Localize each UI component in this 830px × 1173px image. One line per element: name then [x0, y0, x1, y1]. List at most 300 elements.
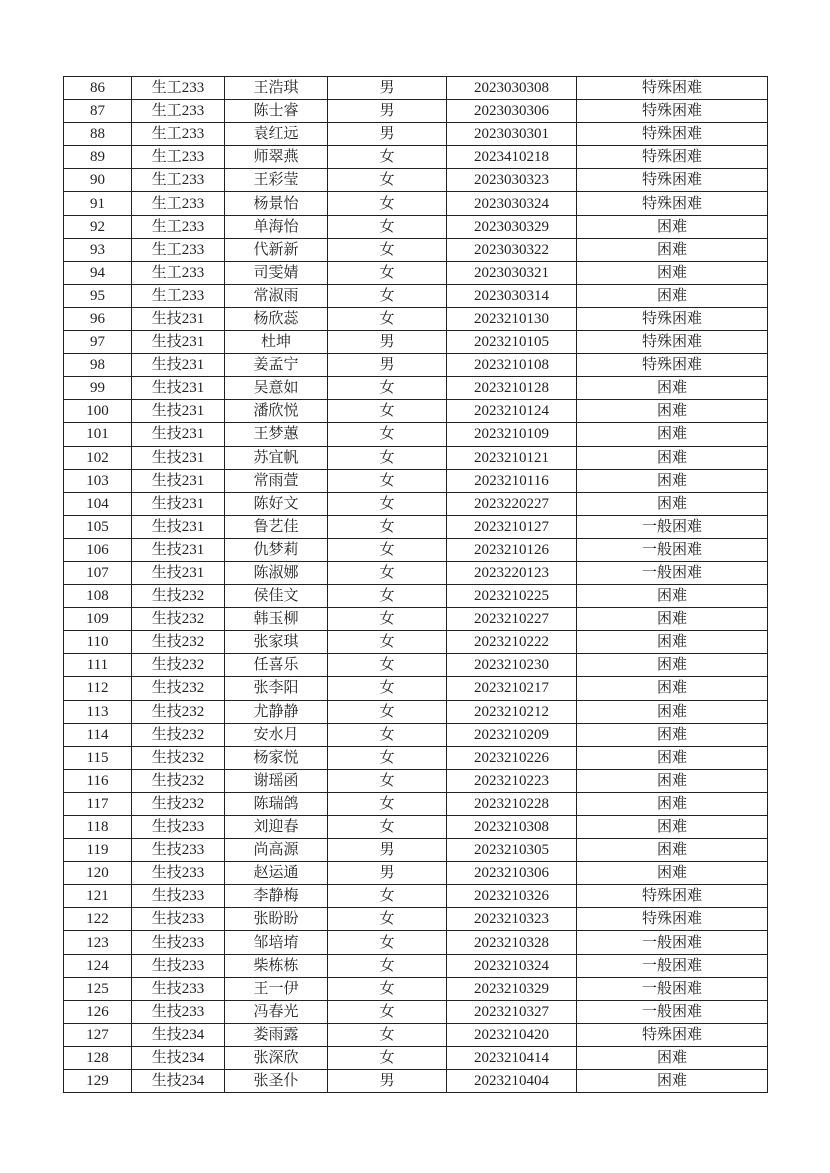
student-id-cell: 2023210124 [447, 400, 577, 423]
class-cell: 生技234 [132, 1046, 225, 1069]
table-body [64, 77, 768, 1093]
table-row [64, 192, 768, 215]
name-cell: 陈好文 [225, 492, 328, 515]
student-id-cell: 2023210326 [447, 885, 577, 908]
class-cell: 生技231 [132, 354, 225, 377]
student-id-cell: 2023210328 [447, 931, 577, 954]
difficulty-level-cell: 困难 [577, 423, 768, 446]
name-cell: 单海怡 [225, 215, 328, 238]
table-row [64, 515, 768, 538]
row-number-cell: 117 [64, 792, 132, 815]
difficulty-level-cell: 特殊困难 [577, 1023, 768, 1046]
table-row [64, 538, 768, 561]
table-row [64, 146, 768, 169]
table-row [64, 1046, 768, 1069]
gender-cell: 女 [328, 631, 447, 654]
student-id-cell: 2023210109 [447, 423, 577, 446]
class-cell: 生技233 [132, 839, 225, 862]
class-cell: 生工233 [132, 169, 225, 192]
row-number-cell: 89 [64, 146, 132, 169]
name-cell: 张家琪 [225, 631, 328, 654]
class-cell: 生工233 [132, 100, 225, 123]
difficulty-level-cell: 特殊困难 [577, 77, 768, 100]
row-number-cell: 110 [64, 631, 132, 654]
difficulty-level-cell: 困难 [577, 446, 768, 469]
class-cell: 生技232 [132, 769, 225, 792]
table-row [64, 446, 768, 469]
gender-cell: 男 [328, 77, 447, 100]
difficulty-level-cell: 特殊困难 [577, 100, 768, 123]
gender-cell: 女 [328, 469, 447, 492]
student-id-cell: 2023030322 [447, 238, 577, 261]
difficulty-level-cell: 特殊困难 [577, 885, 768, 908]
difficulty-level-cell: 特殊困难 [577, 908, 768, 931]
gender-cell: 男 [328, 1070, 447, 1093]
gender-cell: 女 [328, 723, 447, 746]
row-number-cell: 112 [64, 677, 132, 700]
difficulty-level-cell: 困难 [577, 608, 768, 631]
class-cell: 生技233 [132, 931, 225, 954]
class-cell: 生技231 [132, 307, 225, 330]
row-number-cell: 114 [64, 723, 132, 746]
student-id-cell: 2023210308 [447, 816, 577, 839]
row-number-cell: 102 [64, 446, 132, 469]
gender-cell: 女 [328, 954, 447, 977]
difficulty-level-cell: 困难 [577, 1046, 768, 1069]
difficulty-level-cell: 一般困难 [577, 515, 768, 538]
row-number-cell: 108 [64, 585, 132, 608]
table-row [64, 215, 768, 238]
student-id-cell: 2023030314 [447, 284, 577, 307]
table-row [64, 307, 768, 330]
row-number-cell: 127 [64, 1023, 132, 1046]
gender-cell: 女 [328, 908, 447, 931]
row-number-cell: 105 [64, 515, 132, 538]
table-row [64, 492, 768, 515]
gender-cell: 女 [328, 307, 447, 330]
class-cell: 生技233 [132, 977, 225, 1000]
student-id-cell: 2023210327 [447, 1000, 577, 1023]
row-number-cell: 88 [64, 123, 132, 146]
gender-cell: 女 [328, 654, 447, 677]
name-cell: 陈瑞鸽 [225, 792, 328, 815]
class-cell: 生工233 [132, 261, 225, 284]
student-id-cell: 2023030308 [447, 77, 577, 100]
row-number-cell: 121 [64, 885, 132, 908]
class-cell: 生工233 [132, 215, 225, 238]
name-cell: 姜孟宁 [225, 354, 328, 377]
difficulty-level-cell: 困难 [577, 261, 768, 284]
name-cell: 代新新 [225, 238, 328, 261]
row-number-cell: 119 [64, 839, 132, 862]
row-number-cell: 106 [64, 538, 132, 561]
name-cell: 柴栋栋 [225, 954, 328, 977]
table-row [64, 100, 768, 123]
gender-cell: 女 [328, 608, 447, 631]
difficulty-level-cell: 一般困难 [577, 931, 768, 954]
table-row [64, 377, 768, 400]
difficulty-level-cell: 困难 [577, 284, 768, 307]
gender-cell: 女 [328, 261, 447, 284]
gender-cell: 女 [328, 146, 447, 169]
class-cell: 生技232 [132, 608, 225, 631]
gender-cell: 女 [328, 677, 447, 700]
table-row [64, 792, 768, 815]
class-cell: 生技234 [132, 1070, 225, 1093]
table-row [64, 261, 768, 284]
name-cell: 王梦蕙 [225, 423, 328, 446]
class-cell: 生技231 [132, 377, 225, 400]
table-row [64, 839, 768, 862]
student-id-cell: 2023210225 [447, 585, 577, 608]
gender-cell: 男 [328, 862, 447, 885]
name-cell: 杨欣蕊 [225, 307, 328, 330]
difficulty-level-cell: 困难 [577, 723, 768, 746]
table-row [64, 284, 768, 307]
student-id-cell: 2023220227 [447, 492, 577, 515]
table-row [64, 700, 768, 723]
table-row [64, 77, 768, 100]
table-row [64, 469, 768, 492]
name-cell: 张盼盼 [225, 908, 328, 931]
student-id-cell: 2023210127 [447, 515, 577, 538]
difficulty-level-cell: 困难 [577, 816, 768, 839]
gender-cell: 女 [328, 400, 447, 423]
name-cell: 吴意如 [225, 377, 328, 400]
difficulty-level-cell: 困难 [577, 585, 768, 608]
gender-cell: 女 [328, 169, 447, 192]
row-number-cell: 129 [64, 1070, 132, 1093]
name-cell: 陈淑娜 [225, 561, 328, 584]
row-number-cell: 91 [64, 192, 132, 215]
class-cell: 生工233 [132, 123, 225, 146]
row-number-cell: 99 [64, 377, 132, 400]
class-cell: 生技233 [132, 862, 225, 885]
difficulty-level-cell: 困难 [577, 769, 768, 792]
difficulty-level-cell: 困难 [577, 700, 768, 723]
class-cell: 生技233 [132, 908, 225, 931]
gender-cell: 女 [328, 538, 447, 561]
class-cell: 生技233 [132, 816, 225, 839]
row-number-cell: 100 [64, 400, 132, 423]
difficulty-level-cell: 困难 [577, 215, 768, 238]
name-cell: 谢瑶函 [225, 769, 328, 792]
student-id-cell: 2023030324 [447, 192, 577, 215]
row-number-cell: 124 [64, 954, 132, 977]
difficulty-level-cell: 一般困难 [577, 954, 768, 977]
student-id-cell: 2023210404 [447, 1070, 577, 1093]
name-cell: 陈士睿 [225, 100, 328, 123]
difficulty-level-cell: 一般困难 [577, 977, 768, 1000]
name-cell: 张深欣 [225, 1046, 328, 1069]
gender-cell: 女 [328, 284, 447, 307]
name-cell: 王一伊 [225, 977, 328, 1000]
name-cell: 潘欣悦 [225, 400, 328, 423]
row-number-cell: 104 [64, 492, 132, 515]
gender-cell: 女 [328, 377, 447, 400]
gender-cell: 女 [328, 561, 447, 584]
class-cell: 生工233 [132, 192, 225, 215]
difficulty-level-cell: 困难 [577, 839, 768, 862]
row-number-cell: 115 [64, 746, 132, 769]
gender-cell: 女 [328, 585, 447, 608]
class-cell: 生技232 [132, 654, 225, 677]
class-cell: 生技232 [132, 700, 225, 723]
student-id-cell: 2023210227 [447, 608, 577, 631]
student-id-cell: 2023210130 [447, 307, 577, 330]
class-cell: 生技233 [132, 1000, 225, 1023]
student-id-cell: 2023210230 [447, 654, 577, 677]
gender-cell: 女 [328, 746, 447, 769]
name-cell: 刘迎春 [225, 816, 328, 839]
student-id-cell: 2023210105 [447, 331, 577, 354]
student-id-cell: 2023210305 [447, 839, 577, 862]
class-cell: 生技232 [132, 585, 225, 608]
name-cell: 王浩琪 [225, 77, 328, 100]
class-cell: 生技234 [132, 1023, 225, 1046]
student-id-cell: 2023030306 [447, 100, 577, 123]
table-row [64, 1070, 768, 1093]
difficulty-level-cell: 特殊困难 [577, 123, 768, 146]
student-id-cell: 2023210128 [447, 377, 577, 400]
student-id-cell: 2023030329 [447, 215, 577, 238]
name-cell: 师翠燕 [225, 146, 328, 169]
table-row [64, 977, 768, 1000]
gender-cell: 男 [328, 100, 447, 123]
row-number-cell: 98 [64, 354, 132, 377]
difficulty-level-cell: 一般困难 [577, 561, 768, 584]
name-cell: 安水月 [225, 723, 328, 746]
table-row [64, 608, 768, 631]
difficulty-level-cell: 困难 [577, 792, 768, 815]
gender-cell: 女 [328, 192, 447, 215]
gender-cell: 男 [328, 839, 447, 862]
table-row [64, 1023, 768, 1046]
table-row [64, 1000, 768, 1023]
gender-cell: 女 [328, 1046, 447, 1069]
student-list-table [63, 76, 768, 1093]
table-row [64, 423, 768, 446]
gender-cell: 女 [328, 515, 447, 538]
name-cell: 常淑雨 [225, 284, 328, 307]
name-cell: 王彩莹 [225, 169, 328, 192]
row-number-cell: 93 [64, 238, 132, 261]
class-cell: 生工233 [132, 284, 225, 307]
student-id-cell: 2023220123 [447, 561, 577, 584]
class-cell: 生技231 [132, 400, 225, 423]
table-row [64, 654, 768, 677]
difficulty-level-cell: 一般困难 [577, 538, 768, 561]
row-number-cell: 97 [64, 331, 132, 354]
name-cell: 娄雨露 [225, 1023, 328, 1046]
student-id-cell: 2023030301 [447, 123, 577, 146]
student-id-cell: 2023210306 [447, 862, 577, 885]
difficulty-level-cell: 困难 [577, 238, 768, 261]
table-row [64, 746, 768, 769]
table-row [64, 400, 768, 423]
row-number-cell: 92 [64, 215, 132, 238]
difficulty-level-cell: 困难 [577, 400, 768, 423]
gender-cell: 女 [328, 977, 447, 1000]
class-cell: 生技231 [132, 331, 225, 354]
difficulty-level-cell: 特殊困难 [577, 146, 768, 169]
row-number-cell: 86 [64, 77, 132, 100]
row-number-cell: 118 [64, 816, 132, 839]
difficulty-level-cell: 困难 [577, 469, 768, 492]
row-number-cell: 125 [64, 977, 132, 1000]
table-row [64, 631, 768, 654]
student-id-cell: 2023210420 [447, 1023, 577, 1046]
difficulty-level-cell: 困难 [577, 746, 768, 769]
table-row [64, 677, 768, 700]
table-row [64, 931, 768, 954]
gender-cell: 男 [328, 123, 447, 146]
student-id-cell: 2023210222 [447, 631, 577, 654]
class-cell: 生技231 [132, 515, 225, 538]
difficulty-level-cell: 困难 [577, 492, 768, 515]
table-row [64, 908, 768, 931]
difficulty-level-cell: 困难 [577, 631, 768, 654]
gender-cell: 女 [328, 769, 447, 792]
name-cell: 尤静静 [225, 700, 328, 723]
student-id-cell: 2023210108 [447, 354, 577, 377]
student-id-cell: 2023030321 [447, 261, 577, 284]
row-number-cell: 126 [64, 1000, 132, 1023]
name-cell: 杨家悦 [225, 746, 328, 769]
table-row [64, 238, 768, 261]
class-cell: 生技231 [132, 538, 225, 561]
row-number-cell: 87 [64, 100, 132, 123]
class-cell: 生技231 [132, 469, 225, 492]
row-number-cell: 111 [64, 654, 132, 677]
row-number-cell: 96 [64, 307, 132, 330]
gender-cell: 女 [328, 700, 447, 723]
class-cell: 生工233 [132, 77, 225, 100]
table-row [64, 331, 768, 354]
difficulty-level-cell: 特殊困难 [577, 169, 768, 192]
name-cell: 杨景怡 [225, 192, 328, 215]
table-row [64, 169, 768, 192]
student-id-cell: 2023210324 [447, 954, 577, 977]
difficulty-level-cell: 困难 [577, 654, 768, 677]
name-cell: 张李阳 [225, 677, 328, 700]
row-number-cell: 90 [64, 169, 132, 192]
difficulty-level-cell: 困难 [577, 677, 768, 700]
name-cell: 常雨萱 [225, 469, 328, 492]
student-id-cell: 2023210212 [447, 700, 577, 723]
table-row [64, 723, 768, 746]
student-id-cell: 2023210228 [447, 792, 577, 815]
gender-cell: 女 [328, 1023, 447, 1046]
row-number-cell: 107 [64, 561, 132, 584]
gender-cell: 女 [328, 792, 447, 815]
difficulty-level-cell: 困难 [577, 1070, 768, 1093]
class-cell: 生技233 [132, 954, 225, 977]
gender-cell: 女 [328, 885, 447, 908]
student-id-cell: 2023210217 [447, 677, 577, 700]
gender-cell: 女 [328, 238, 447, 261]
row-number-cell: 116 [64, 769, 132, 792]
table-row [64, 816, 768, 839]
row-number-cell: 123 [64, 931, 132, 954]
gender-cell: 女 [328, 931, 447, 954]
class-cell: 生技232 [132, 746, 225, 769]
gender-cell: 女 [328, 423, 447, 446]
class-cell: 生技233 [132, 885, 225, 908]
row-number-cell: 122 [64, 908, 132, 931]
gender-cell: 女 [328, 816, 447, 839]
class-cell: 生技231 [132, 446, 225, 469]
name-cell: 苏宜帆 [225, 446, 328, 469]
class-cell: 生技231 [132, 561, 225, 584]
name-cell: 赵运通 [225, 862, 328, 885]
student-id-cell: 2023210223 [447, 769, 577, 792]
class-cell: 生技232 [132, 792, 225, 815]
student-id-cell: 2023210126 [447, 538, 577, 561]
name-cell: 袁红远 [225, 123, 328, 146]
table-row [64, 862, 768, 885]
gender-cell: 女 [328, 215, 447, 238]
row-number-cell: 109 [64, 608, 132, 631]
name-cell: 尚高源 [225, 839, 328, 862]
row-number-cell: 128 [64, 1046, 132, 1069]
row-number-cell: 94 [64, 261, 132, 284]
row-number-cell: 101 [64, 423, 132, 446]
gender-cell: 男 [328, 354, 447, 377]
class-cell: 生技231 [132, 492, 225, 515]
student-id-cell: 2023210414 [447, 1046, 577, 1069]
row-number-cell: 113 [64, 700, 132, 723]
row-number-cell: 95 [64, 284, 132, 307]
student-id-cell: 2023030323 [447, 169, 577, 192]
student-id-cell: 2023210329 [447, 977, 577, 1000]
class-cell: 生工233 [132, 146, 225, 169]
student-id-cell: 2023210226 [447, 746, 577, 769]
gender-cell: 女 [328, 492, 447, 515]
class-cell: 生工233 [132, 238, 225, 261]
difficulty-level-cell: 特殊困难 [577, 307, 768, 330]
gender-cell: 女 [328, 1000, 447, 1023]
name-cell: 侯佳文 [225, 585, 328, 608]
difficulty-level-cell: 困难 [577, 862, 768, 885]
difficulty-level-cell: 一般困难 [577, 1000, 768, 1023]
row-number-cell: 103 [64, 469, 132, 492]
table-row [64, 885, 768, 908]
table-row [64, 585, 768, 608]
table-row [64, 561, 768, 584]
class-cell: 生技231 [132, 423, 225, 446]
name-cell: 张圣仆 [225, 1070, 328, 1093]
difficulty-level-cell: 特殊困难 [577, 354, 768, 377]
row-number-cell: 120 [64, 862, 132, 885]
table-row [64, 769, 768, 792]
student-id-cell: 2023210323 [447, 908, 577, 931]
table-row [64, 354, 768, 377]
name-cell: 司雯婧 [225, 261, 328, 284]
student-id-cell: 2023210116 [447, 469, 577, 492]
difficulty-level-cell: 特殊困难 [577, 192, 768, 215]
class-cell: 生技232 [132, 677, 225, 700]
class-cell: 生技232 [132, 723, 225, 746]
name-cell: 韩玉柳 [225, 608, 328, 631]
student-id-cell: 2023410218 [447, 146, 577, 169]
difficulty-level-cell: 困难 [577, 377, 768, 400]
name-cell: 仇梦莉 [225, 538, 328, 561]
gender-cell: 男 [328, 331, 447, 354]
student-id-cell: 2023210121 [447, 446, 577, 469]
name-cell: 杜坤 [225, 331, 328, 354]
name-cell: 任喜乐 [225, 654, 328, 677]
